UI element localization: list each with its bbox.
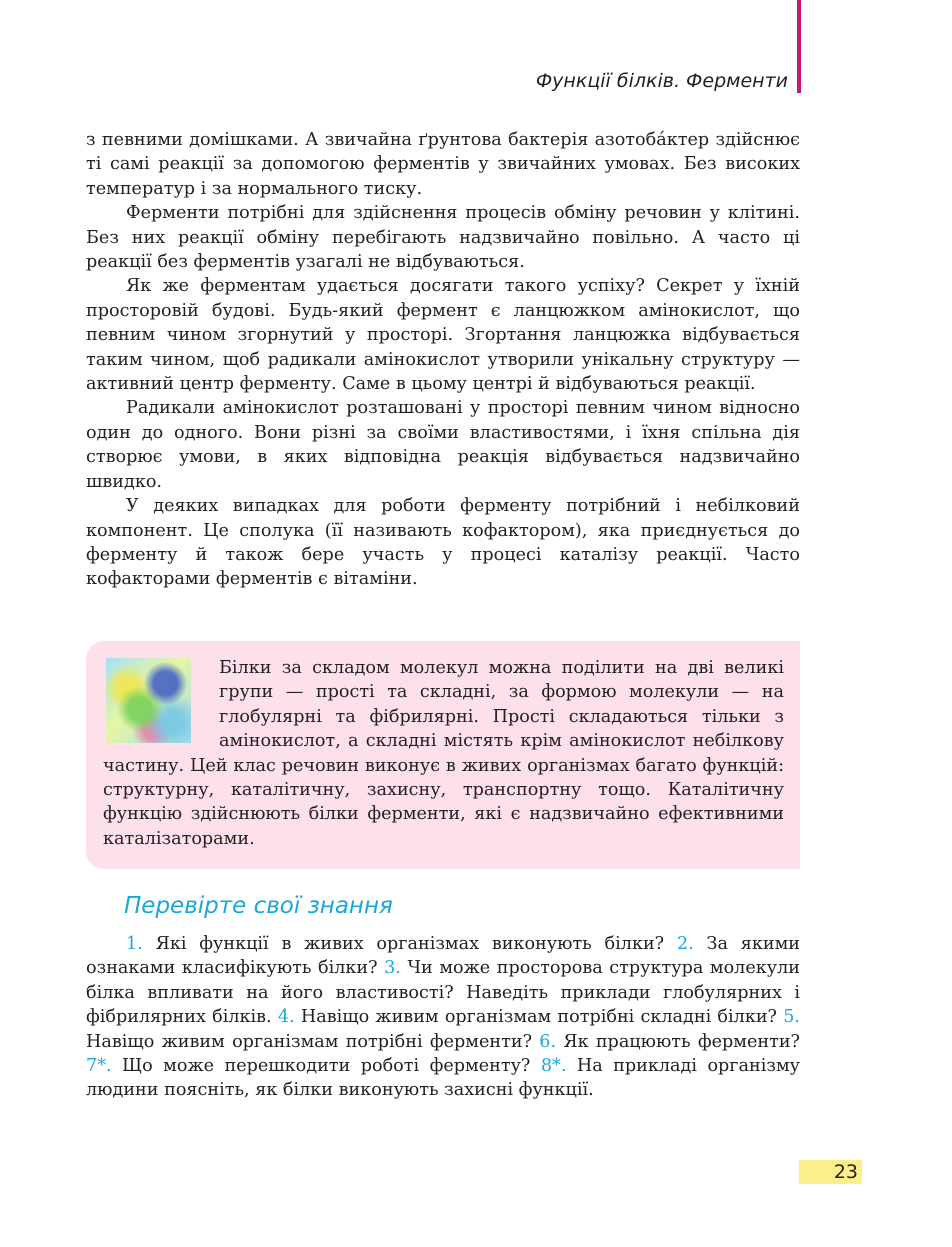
question-number: 1. [126,934,143,954]
question-text: Навіщо живим організмам потрібні складні білки? [300,1007,777,1028]
question-number: 4. [277,1007,295,1028]
question-number: 6. [539,1031,557,1052]
image-spacer [103,656,219,752]
question-text: За якими ознаками класифікують білки? [86,934,801,979]
paragraph: Ферменти потрібні для здійснення процесів обміну речовин у клітині. Без них реакції обміну перебігають надзвичайно повільно. А часто ці реакції без ферментів узагалі не відбуваються. [86,203,800,273]
question-number: 5. [783,1007,800,1028]
info-box-text: Білки за складом молекул можна поділити на дві великі групи — прості та складні, за формою молекули — на глобулярні та фібрилярні. Прості складаються тільки з амінокислот, а складні містять крім амінокислот небілкову частину. Цей клас речовин виконує в живих організмах багато функцій: структурну, каталітичну, захисну, транспортну тощо. Каталітичну функцію здійснюють білки ферменти, які є надзвичайно ефективними каталізаторами. [103,658,784,849]
running-title: Функції білків. Ферменти [535,70,788,92]
question-text: Як працюють ферменти? [563,1031,800,1052]
question-number: 2. [676,934,694,954]
paragraph: Радикали амінокислот розташовані у просторі певним чином відносно один до одного. Вони різні за своїми властивостями, і їхня спільна дія створює умови, в яких відповідна реакція відбувається надзвичайно швидко. [86,398,800,492]
question-text: На прикладі організму людини поясніть, як білки виконують захисні функції. [86,1056,800,1101]
question-text: Навіщо живим організмам потрібні ферменти? [86,1031,533,1052]
paragraph: Як же ферментам удається досягати такого успіху? Секрет у їхній просторовій будові. Будь-який фермент є ланцюжком амінокислот, що певним чином згорнутий у просторі. Згортання ланцюжка відбувається таким чином, щоб радикали амінокислот утворили унікальну структуру — активний центр ферменту. Саме в цьому центрі й відбуваються реакції. [86,276,800,395]
section-title: Перевірте свої знання [124,893,393,919]
question-text: Чи може просторова структура молекули білка впливати на його властивості? Наведіть приклади глобулярних і фібрилярних білків. [86,958,800,1028]
question-text: Які функції в живих організмах виконують білки? [155,934,665,954]
paragraph: У деяких випадках для роботи ферменту потрібний і небілковий компонент. Це сполука (її називають кофактором), яка приєднується до ферменту й також бере участь у процесі каталізу реакції. Часто кофакторами ферментів є вітаміни. [86,496,800,590]
header-accent-bar [797,0,801,93]
paragraph: з певними домішками. А звичайна ґрунтова бактерія азотобáктер здійснює ті самі реакції за допомогою ферментів у звичайних умовах. Без високих температур і за нормального тиску. [86,130,800,199]
info-box-text-container [103,656,784,851]
question-number: 3. [384,958,401,979]
question-number: 7*. [86,1056,112,1077]
question-text: Що може перешкодити роботі ферменту? [122,1056,531,1077]
body-text [86,128,800,592]
info-box [86,641,800,869]
page-number: 23 [799,1160,862,1184]
review-questions [86,932,800,1103]
question-number: 8*. [540,1056,567,1077]
